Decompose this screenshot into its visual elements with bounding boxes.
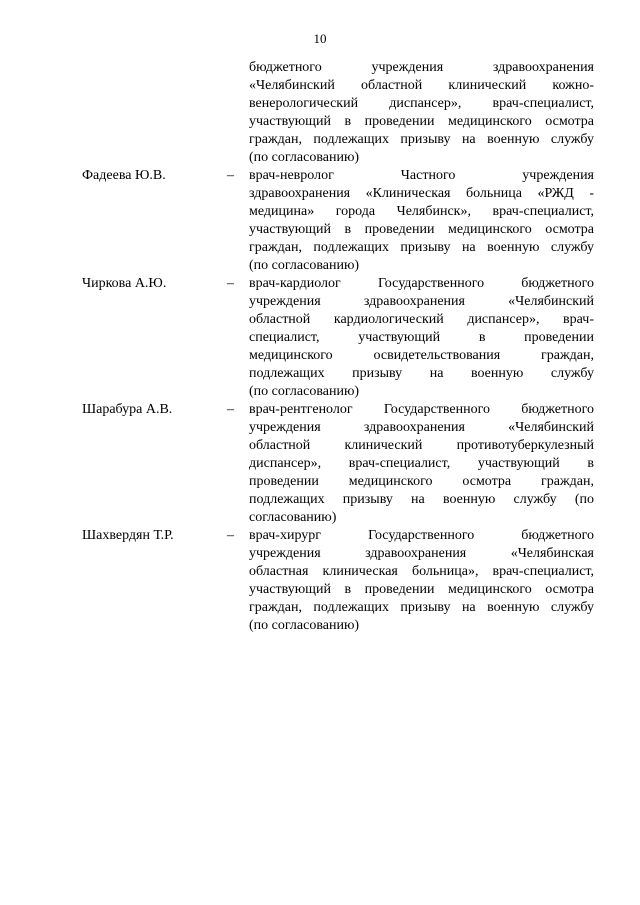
description-line: участвующий в проведении медицинского осмотра — [249, 114, 594, 129]
member-description — [249, 527, 594, 635]
member-name: Фадеева Ю.В. — [82, 168, 166, 183]
description-line: (по согласованию) — [249, 150, 360, 165]
description-line: медицинского освидетельствования граждан, — [249, 348, 594, 363]
member-entry — [0, 59, 640, 167]
description-line: бюджетного учреждения здравоохранения — [249, 60, 594, 75]
description-line: специалист, участвующий в проведении — [249, 330, 594, 345]
description-line: здравоохранения «Клиническая больница «РЖД - — [249, 186, 594, 201]
member-description — [249, 401, 594, 527]
member-entry — [0, 167, 640, 275]
description-line: врач-рентгенолог Государственного бюджетного — [249, 402, 594, 417]
description-line: венерологический диспансер», врач-специалист, — [249, 96, 594, 111]
member-description — [249, 59, 594, 167]
description-line: граждан, подлежащих призыву на военную службу — [249, 132, 594, 147]
description-line: учреждения здравоохранения «Челябинский — [249, 420, 594, 435]
description-line: областной кардиологический диспансер», врач- — [249, 312, 594, 327]
member-entry — [0, 527, 640, 635]
dash-separator: – — [227, 276, 234, 291]
member-entry — [0, 275, 640, 401]
description-line: врач-хирург Государственного бюджетного — [249, 528, 594, 543]
description-line: «Челябинский областной клинический кожно- — [249, 78, 594, 93]
description-line: проведении медицинского осмотра граждан, — [249, 474, 594, 489]
member-entry — [0, 401, 640, 527]
member-description — [249, 167, 594, 275]
description-line: диспансер», врач-специалист, участвующий в — [249, 456, 594, 471]
description-line: участвующий в проведении медицинского осмотра — [249, 582, 594, 597]
dash-separator: – — [227, 168, 234, 183]
description-line: медицина» города Челябинск», врач-специалист, — [249, 204, 594, 219]
description-line: согласованию) — [249, 510, 337, 525]
description-line: учреждения здравоохранения «Челябинский — [249, 294, 594, 309]
member-description — [249, 275, 594, 401]
description-line: подлежащих призыву на военную службу — [249, 366, 594, 381]
description-line: областной клинический противотуберкулезный — [249, 438, 594, 453]
description-line: областная клиническая больница», врач-специалист, — [249, 564, 594, 579]
description-line: учреждения здравоохранения «Челябинская — [249, 546, 594, 561]
member-name: Чиркова А.Ю. — [82, 276, 167, 291]
dash-separator: – — [227, 528, 234, 543]
dash-separator: – — [227, 402, 234, 417]
description-line: врач-невролог Частного учреждения — [249, 168, 594, 183]
description-line: подлежащих призыву на военную службу (по — [249, 492, 594, 507]
member-name: Шахвердян Т.Р. — [82, 528, 174, 543]
description-line: граждан, подлежащих призыву на военную службу — [249, 600, 594, 615]
description-line: (по согласованию) — [249, 618, 360, 633]
page-number: 10 — [313, 31, 327, 46]
description-line: (по согласованию) — [249, 258, 360, 273]
description-line: граждан, подлежащих призыву на военную службу — [249, 240, 594, 255]
description-line: врач-кардиолог Государственного бюджетного — [249, 276, 594, 291]
description-line: (по согласованию) — [249, 384, 360, 399]
member-name: Шарабура А.В. — [82, 402, 173, 417]
description-line: участвующий в проведении медицинского осмотра — [249, 222, 594, 237]
member-list — [0, 59, 640, 635]
